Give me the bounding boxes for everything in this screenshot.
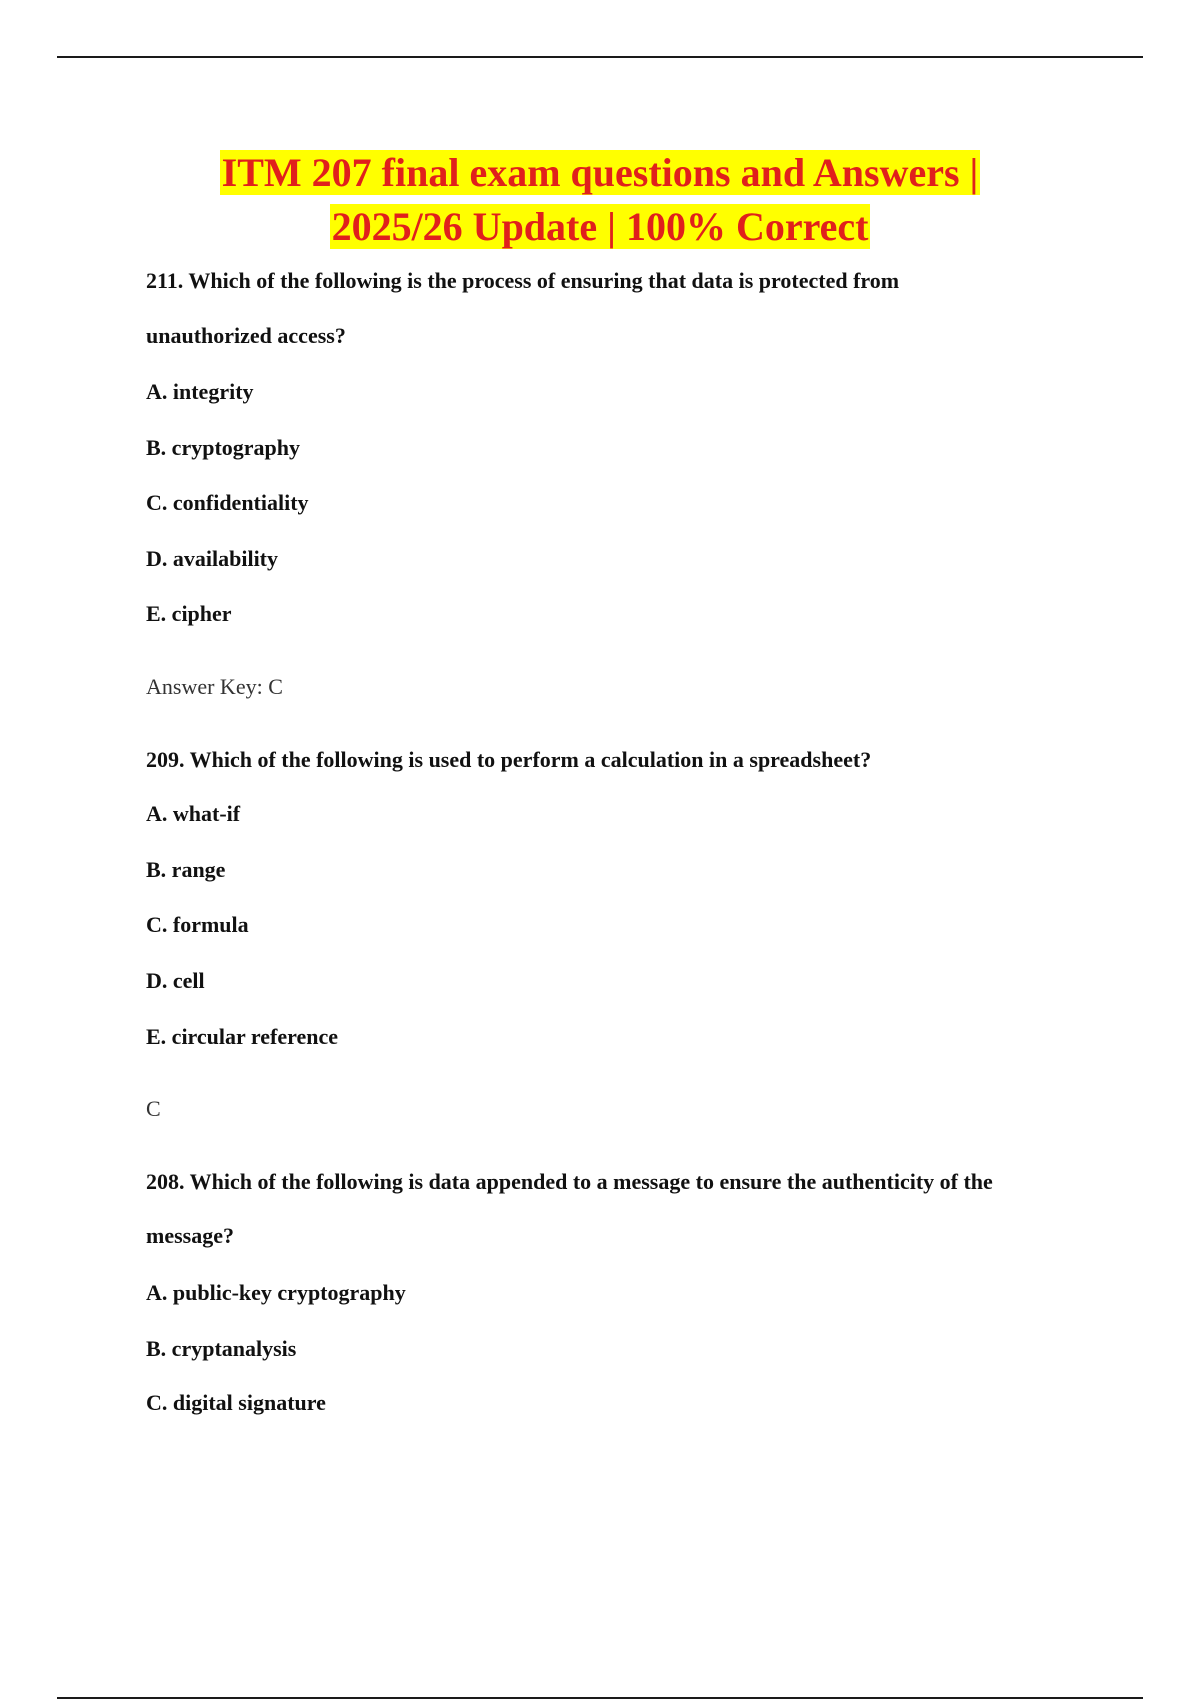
- question-209-text-1: 209. Which of the following is used to perform a calculation in a spreadsheet?: [146, 747, 872, 772]
- question-209-option-c: C. formula: [146, 912, 249, 937]
- bottom-rule: [57, 1697, 1143, 1699]
- question-211-text-1: 211. Which of the following is the process of ensuring that data is protected from: [146, 268, 900, 293]
- question-211-answer: Answer Key: C: [146, 674, 283, 699]
- question-208-option-a: A. public-key cryptography: [146, 1280, 406, 1305]
- question-209-option-d: D. cell: [146, 968, 205, 993]
- question-209-option-a: A. what-if: [146, 801, 241, 826]
- question-209-option-b: B. range: [146, 857, 226, 882]
- title-line-1: ITM 207 final exam questions and Answers |: [221, 150, 979, 195]
- question-211-text-2: unauthorized access?: [146, 323, 346, 348]
- question-209-answer: C: [146, 1096, 161, 1121]
- question-208-text-2: message?: [146, 1223, 234, 1248]
- question-209-option-e: E. circular reference: [146, 1024, 339, 1049]
- title-line-2: 2025/26 Update | 100% Correct: [331, 204, 869, 249]
- top-rule: [57, 56, 1143, 58]
- question-208-option-c: C. digital signature: [146, 1390, 326, 1415]
- question-208-text-1: 208. Which of the following is data appended to a message to ensure the authenticity of the: [146, 1169, 993, 1194]
- question-211-option-c: C. confidentiality: [146, 490, 309, 515]
- page-title: [0, 146, 1200, 254]
- question-211-option-a: A. integrity: [146, 379, 254, 404]
- question-211-option-d: D. availability: [146, 546, 279, 571]
- question-208-option-b: B. cryptanalysis: [146, 1336, 297, 1361]
- question-211-option-e: E. cipher: [146, 601, 232, 626]
- question-211-option-b: B. cryptography: [146, 435, 300, 460]
